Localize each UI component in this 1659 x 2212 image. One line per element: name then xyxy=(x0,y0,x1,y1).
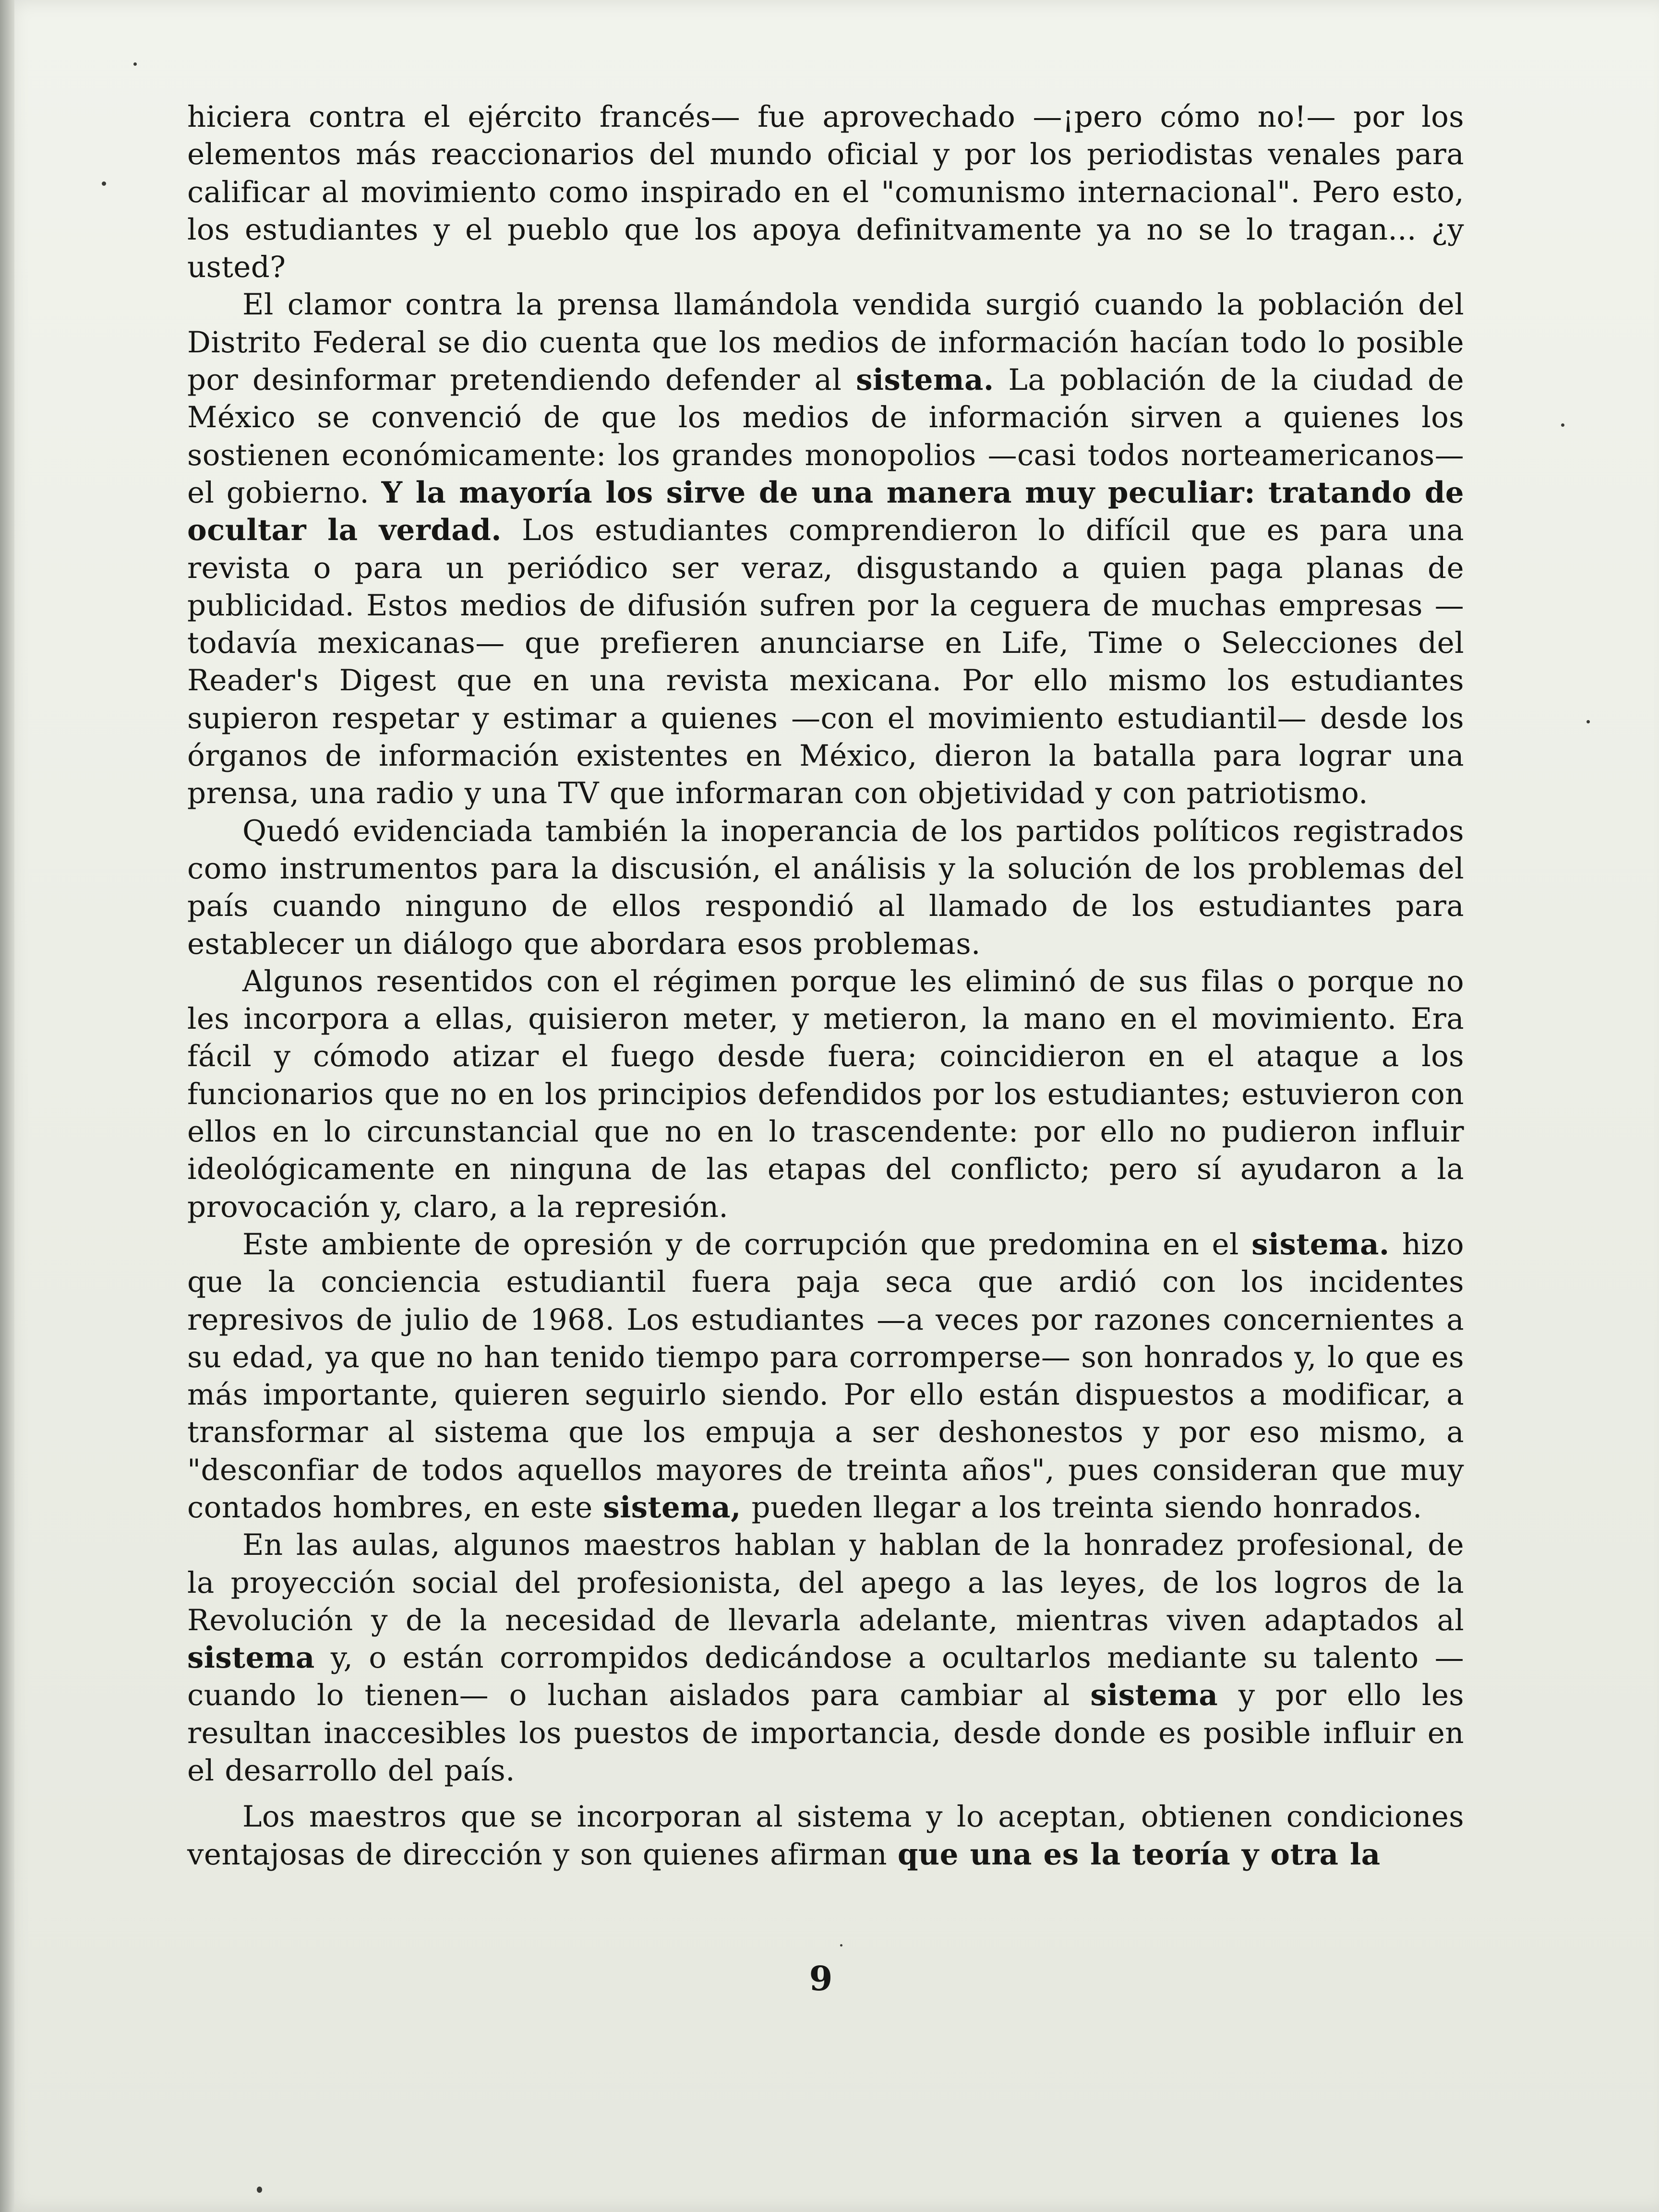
paper-speck xyxy=(1587,720,1590,723)
paragraph-5-part-2: hizo que la conciencia estudiantil fuera paja seca que ardió con los incidentes represivos de julio de 1968. Los estudiantes —a veces por razones concernientes a su edad, ya que no han tenido tiempo para corromperse— son honrados y, lo que es más importante, quieren seguirlo siendo. Por ello están dispuestos a modificar, a transformar al sistema que los empuja a ser deshonestos y por eso mismo, a "desconfiar de todos aquellos mayores de treinta años", pues consideran que muy contados hombres, en este xyxy=(187,1227,1464,1525)
paragraph-2-bold-2: Y la mayoría los sirve de una manera muy peculiar: tratando de ocultar la verdad. xyxy=(187,475,1464,548)
paragraph-5-part-3: pueden llegar a los treinta siendo honrados. xyxy=(751,1490,1422,1525)
paper-speck xyxy=(257,2187,262,2193)
paragraph-2-part-2: La población de la ciudad de México se convenció de que los medios de información sirven a quienes los sostienen económicamente: los grandes monopolios —casi todos norteamericanos— el gobierno. xyxy=(187,363,1464,510)
paragraph-7-bold-1: que una es la teoría y otra la xyxy=(897,1837,1381,1872)
paragraph-2-bold-1: sistema. xyxy=(856,363,994,397)
paper-speck xyxy=(840,1944,842,1947)
page-number: 9 xyxy=(809,1959,833,1998)
paragraph-2 xyxy=(187,286,1464,812)
paragraph-7 xyxy=(187,1798,1464,1874)
paragraph-3-text: Quedó evidenciada también la inoperancia de los partidos políticos registrados como instrumentos para la discusión, el análisis y la solución de los problemas del país cuando ninguno de ellos respondió al llamado de los estudiantes para establecer un diálogo que abordara esos problemas. xyxy=(187,814,1464,961)
paragraph-4-text: Algunos resentidos con el régimen porque les eliminó de sus filas o porque no les incorpora a ellas, quisieron meter, y metieron, la mano en el movimiento. Era fácil y cómodo atizar el fuego desde fuera; coincidieron en el ataque a los funcionarios que no en los principios defendidos por los estudiantes; estuvieron con ellos en lo circunstancial que no en lo trascendente: por ello no pudieron influir ideológicamente en ninguna de las etapas del conflicto; pero sí ayudaron a la provocación y, claro, a la represión. xyxy=(187,964,1464,1224)
paragraph-2-part-1: El clamor contra la prensa llamándola vendida surgió cuando la población del Distrito Federal se dio cuenta que los medios de información hacían todo lo posible por desinformar pretendiendo defender al xyxy=(187,288,1464,397)
paragraph-5 xyxy=(187,1226,1464,1527)
paragraph-6 xyxy=(187,1527,1464,1790)
body-text xyxy=(187,98,1464,1874)
paragraph-6-bold-1: sistema xyxy=(187,1641,315,1675)
paragraph-6-part-3: y por ello les resultan inaccesibles los puestos de importancia, desde donde es posible influir en el desarrollo del país. xyxy=(187,1678,1465,1788)
paragraph-6-bold-2: sistema xyxy=(1090,1678,1218,1713)
paragraph-6-part-2: y, o están corrompidos dedicándose a ocultarlos mediante su talento —cuando lo tienen— o luchan aislados para cambiar al xyxy=(187,1641,1464,1713)
paragraph-5-bold-2: sistema, xyxy=(603,1490,741,1525)
paper-speck xyxy=(1561,423,1564,427)
paragraph-3 xyxy=(187,813,1464,963)
paragraph-6-part-1: En las aulas, algunos maestros hablan y hablan de la honradez profesional, de la proyección social del profesionista, del apego a las leyes, de los logros de la Revolución y de la necesidad de llevarla adelante, mientras viven adaptados al xyxy=(187,1528,1464,1637)
paper-speck xyxy=(102,181,106,186)
page-binding-shadow xyxy=(0,0,14,2212)
paper-speck xyxy=(133,62,137,66)
paragraph-1-text: hiciera contra el ejército francés— fue aprovechado —¡pero cómo no!— por los elementos más reaccionarios del mundo oficial y por los periodistas venales para calificar al movimiento como inspirado en el "comunismo internacional". Pero esto, los estudiantes y el pueblo que los apoya definitvamente ya no se lo tragan... ¿y usted? xyxy=(187,100,1464,285)
paragraph-4 xyxy=(187,963,1464,1226)
paragraph-1 xyxy=(187,98,1464,286)
paragraph-7-part-1: Los maestros que se incorporan al sistema y lo aceptan, obtienen condiciones ventajosas de dirección y son quienes afirman xyxy=(187,1800,1464,1872)
paragraph-5-part-1: Este ambiente de opresión y de corrupción que predomina en el xyxy=(242,1227,1239,1262)
paragraph-2-part-3: Los estudiantes comprendieron lo difícil que es para una revista o para un periódico ser veraz, disgustando a quien paga planas de publicidad. Estos medios de difusión sufren por la ceguera de muchas empresas —todavía mexicanas— que prefieren anunciarse en Life, Time o Selecciones del Reader's Digest que en una revista mexicana. Por ello mismo los estudiantes supieron respetar y estimar a quienes —con el movimiento estudiantil— desde los órganos de información existentes en México, dieron la batalla para lograr una prensa, una radio y una TV que informaran con objetividad y con patriotismo. xyxy=(187,513,1464,811)
paragraph-5-bold-1: sistema. xyxy=(1251,1227,1390,1262)
